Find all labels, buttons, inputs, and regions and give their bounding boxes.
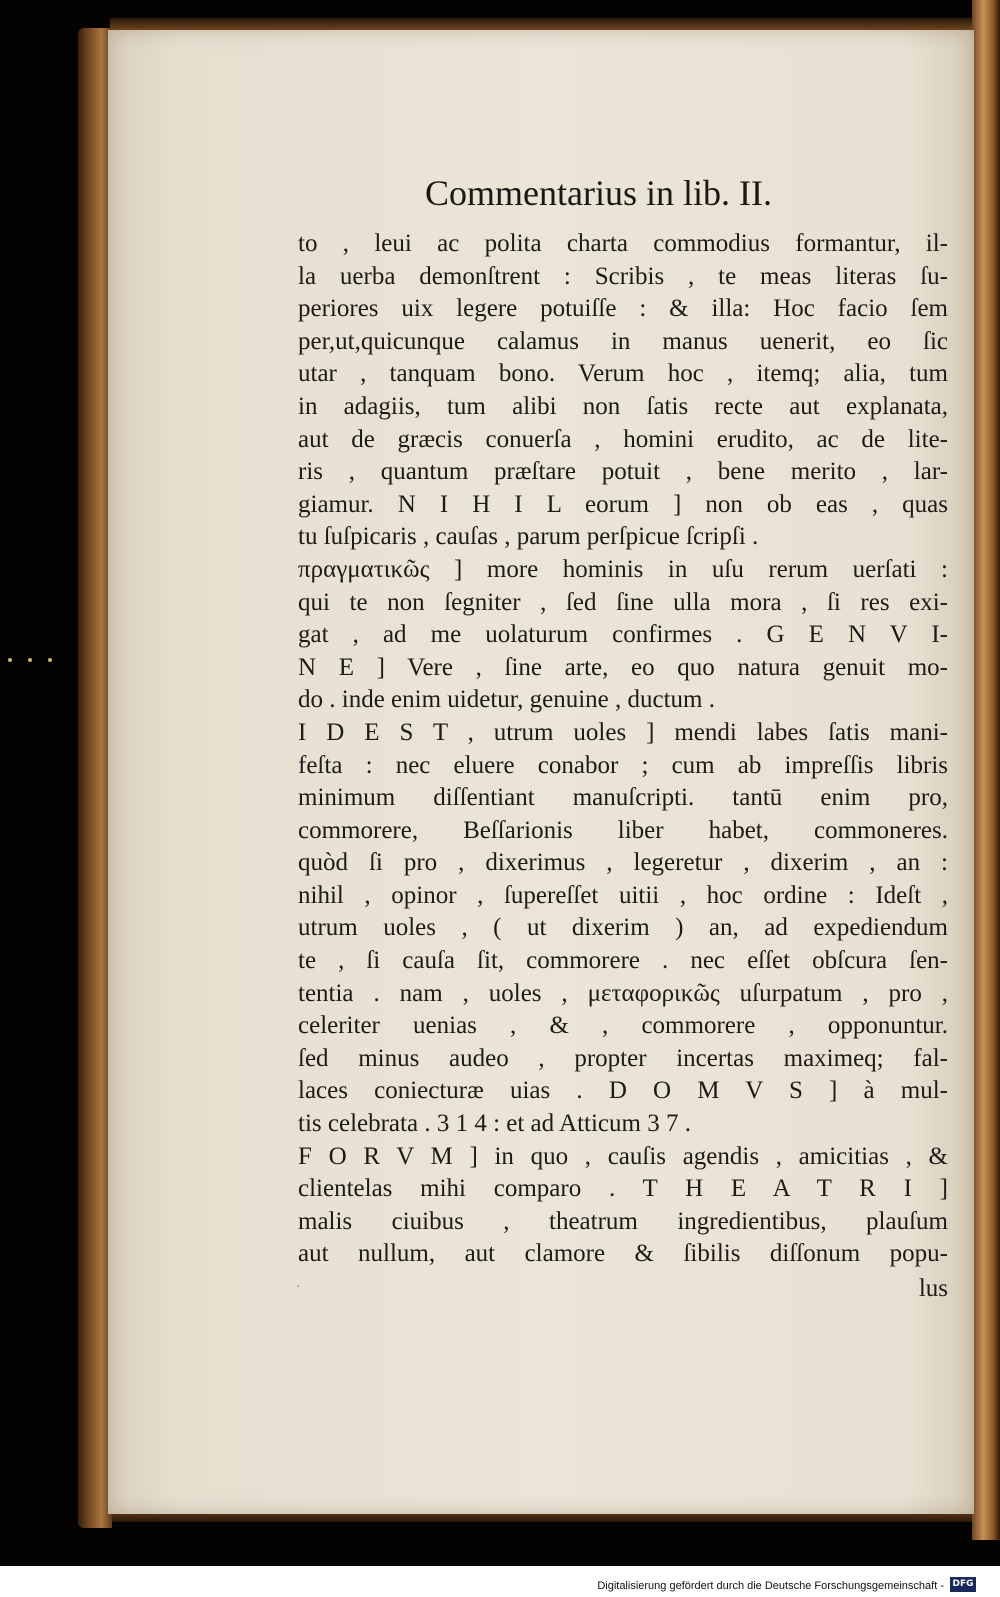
text-line: laces coniecturæ uias . D O M V S ] à mul- — [298, 1077, 948, 1105]
text-line: nihil , opinor , ſupereſſet uitii , hoc ordine : Ideſt , — [298, 881, 948, 909]
text-line: tu ſuſpicaris , cauſas , parum perſpicue ſcripſi . — [298, 523, 759, 551]
text-line: malis ciuibus , theatrum ingredientibus, plauſum — [298, 1207, 948, 1235]
text-line: N E ] Vere , ſine arte, eo quo natura genuit mo- — [298, 653, 948, 681]
text-line: to , leui ac polita charta commodius formantur, il- — [298, 230, 948, 257]
text-line: utar , tanquam bono. Verum hoc , itemq; alia, tum — [298, 360, 948, 388]
dfg-logo: DFG — [950, 1577, 976, 1592]
text-line: tis celebrata . 3 1 4 : et ad Atticum 3 7 . — [298, 1110, 691, 1138]
catchword: lus — [918, 1275, 948, 1302]
binding-speck — [48, 658, 52, 662]
text-line: πραγματικῶς ] more hominis in uſu rerum uerſati : — [298, 555, 948, 583]
text-line: F O R V M ] in quo , cauſis agendis , amicitias , & — [298, 1142, 948, 1170]
text-line: quòd ſi pro , dixerimus , legeretur , dixerim , an : — [298, 849, 948, 877]
footer-credit: Digitalisierung gefördert durch die Deutsche Forschungsgemeinschaft - — [597, 1580, 944, 1592]
text-line: te , ſi cauſa ſit, commorere . nec eſſet obſcura ſen- — [298, 947, 948, 975]
text-line: ſed minus audeo , propter incertas maximeq; fal- — [298, 1044, 948, 1072]
text-line: aut de græcis conuerſa , homini erudito, ac de lite- — [298, 425, 948, 453]
text-line: tentia . nam , uoles , μεταφορικῶς uſurpatum , pro , — [298, 979, 948, 1007]
text-line: gat , ad me uolaturum confirmes . G E N V I- — [298, 621, 948, 649]
text-line: minimum diſſentiant manuſcripti. tantū enim pro, — [298, 784, 948, 812]
text-line: la uerba demonſtrent : Scribis , te meas literas ſu- — [298, 262, 948, 290]
text-line: utrum uoles , ( ut dixerim ) an, ad expediendum — [298, 914, 948, 942]
text-line: aut nullum, aut clamore & ſibilis diſſonum popu- — [298, 1240, 948, 1268]
text-line: in adagiis, tum alibi non ſatis recte aut explanata, — [298, 392, 948, 420]
text-line: I D E S T , utrum uoles ] mendi labes ſatis mani- — [298, 718, 948, 746]
text-line: feſta : nec eluere conabor ; cum ab impreſſis libris — [298, 751, 948, 779]
text-line: do . inde enim uidetur, genuine , ductum . — [298, 686, 715, 714]
text-line: per,ut,quicunque calamus in manus uenerit, eo ſic — [298, 327, 948, 355]
binding-left-edge — [78, 28, 112, 1528]
text-line: celeriter uenias , & , commorere , opponuntur. — [298, 1012, 948, 1040]
binding-right-edge — [972, 0, 1000, 1540]
text-line: clientelas mihi comparo . T H E A T R I ] — [298, 1175, 948, 1203]
text-line: periores uix legere potuiſſe : & illa: Hoc facio ſem — [298, 295, 948, 323]
running-head: Commentarius in lib. II. — [425, 173, 772, 213]
page-corner-mark: · — [296, 1280, 301, 1295]
text-line: giamur. N I H I L eorum ] non ob eas , quas — [298, 490, 948, 518]
binding-speck — [28, 658, 32, 662]
text-line: qui te non ſegniter , ſed ſine ulla mora , ſi res exi- — [298, 588, 948, 616]
text-line: commorere, Beſſarionis liber habet, commoneres. — [298, 816, 948, 844]
body-text — [298, 228, 948, 1271]
binding-speck — [8, 658, 12, 662]
text-line: ris , quantum præſtare potuit , bene merito , lar- — [298, 458, 948, 486]
